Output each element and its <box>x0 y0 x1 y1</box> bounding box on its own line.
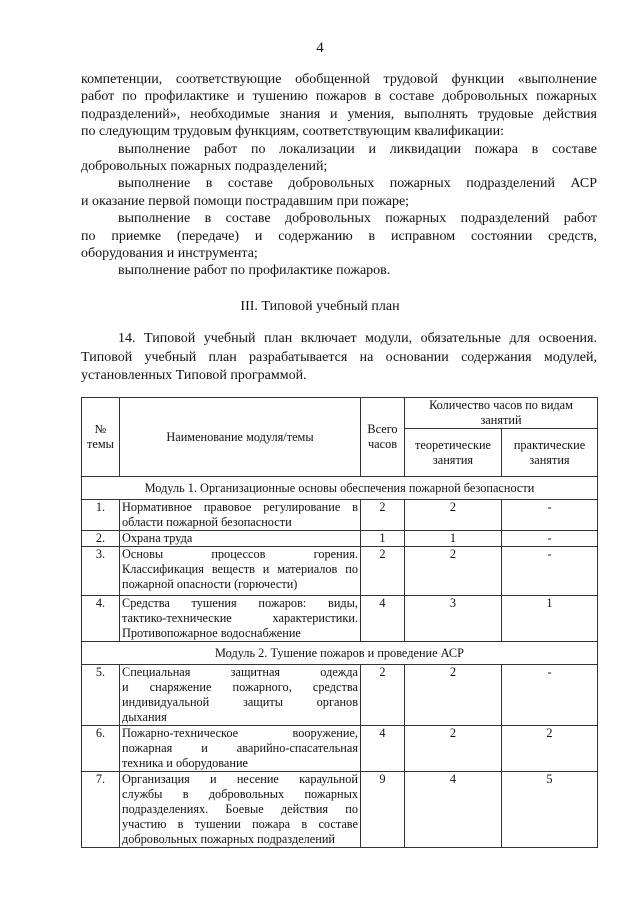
table-row <box>82 665 598 726</box>
theory-hours: 2 <box>405 547 502 596</box>
topic-name: Организация и несение караульной службы в добровольных пожарных подразделениях. Боевые действия по участию в тушении пожара в составе добровольных пожарных подразделений <box>120 772 361 848</box>
theory-hours: 3 <box>405 596 502 642</box>
table-row <box>82 547 598 596</box>
topic-number: 6. <box>82 726 120 772</box>
topic-name: Специальная защитная одежда и снаряжение пожарного, средства индивидуальной защиты органов дыхания <box>120 665 361 726</box>
header-name: Наименование модуля/темы <box>120 398 361 477</box>
theory-hours: 4 <box>405 772 502 848</box>
practice-hours: - <box>502 665 598 726</box>
header-total: Всего часов <box>361 398 405 477</box>
text-line: компетенции, соответствующие обобщенной трудовой функции «выполнение <box>81 72 597 87</box>
topic-name: Охрана труда <box>120 531 361 547</box>
text-line: по следующим трудовым функциям, соответствующим квалификации: <box>81 124 504 140</box>
topic-number: 2. <box>82 531 120 547</box>
text-line: работ по профилактике и тушению пожаров в составе добровольных пожарных <box>81 89 597 105</box>
page-number: 4 <box>316 40 324 56</box>
header-theory: теоретические занятия <box>405 429 502 477</box>
total-hours: 1 <box>361 531 405 547</box>
header-practice: практические занятия <box>502 429 598 477</box>
section-heading: III. Типовой учебный план <box>240 299 400 314</box>
paragraph-14 <box>81 330 597 386</box>
total-hours: 2 <box>361 547 405 596</box>
practice-hours: 5 <box>502 772 598 848</box>
total-hours: 2 <box>361 665 405 726</box>
topic-number: 1. <box>82 500 120 531</box>
text-line: установленных Типовой программой. <box>81 368 307 383</box>
text-line: по приемке (передаче) и содержанию в исправном состоянии средств, <box>81 228 597 244</box>
text-line: добровольных пожарных подразделений; <box>81 159 328 175</box>
practice-hours: - <box>502 547 598 596</box>
practice-hours: - <box>502 500 598 531</box>
text-line: 14. Типовой учебный план включает модули, обязательные для освоения. <box>118 331 597 346</box>
module-title: Модуль 1. Организационные основы обеспечения пожарной безопасности <box>82 477 598 500</box>
intro-text <box>81 71 597 280</box>
module-row <box>82 477 598 500</box>
practice-hours: 1 <box>502 596 598 642</box>
table-row <box>82 596 598 642</box>
total-hours: 4 <box>361 596 405 642</box>
practice-hours: 2 <box>502 726 598 772</box>
table-row <box>82 772 598 848</box>
curriculum-table <box>81 397 598 848</box>
total-hours: 9 <box>361 772 405 848</box>
topic-name: Пожарно-техническое вооружение, пожарная и аварийно-спасательная техника и оборудование <box>120 726 361 772</box>
module-row <box>82 642 598 665</box>
topic-number: 4. <box>82 596 120 642</box>
text-line: выполнение работ по локализации и ликвидации пожара в составе <box>118 141 597 157</box>
text-line: выполнение работ по профилактике пожаров. <box>118 263 391 279</box>
text-line: и оказание первой помощи пострадавшим при пожаре; <box>81 193 410 209</box>
text-line: выполнение в составе добровольных пожарных подразделений АСР <box>118 176 597 192</box>
topic-name: Основы процессов горения. Классификация веществ и материалов по пожарной опасности (горючести) <box>120 547 361 596</box>
theory-hours: 2 <box>405 665 502 726</box>
table-row <box>82 531 598 547</box>
table-row <box>82 500 598 531</box>
theory-hours: 2 <box>405 726 502 772</box>
topic-name: Нормативное правовое регулирование в области пожарной безопасности <box>120 500 361 531</box>
header-num: № темы <box>82 398 120 477</box>
theory-hours: 2 <box>405 500 502 531</box>
text-line: выполнение в составе добровольных пожарных подразделений работ <box>118 211 597 227</box>
module-title: Модуль 2. Тушение пожаров и проведение АСР <box>82 642 598 665</box>
topic-number: 3. <box>82 547 120 596</box>
practice-hours: - <box>502 531 598 547</box>
topic-name: Средства тушения пожаров: виды, тактико-технические характеристики. Противопожарное водоснабжение <box>120 596 361 642</box>
text-line: подразделений», необходимые знания и умения, выполнять трудовые действия <box>81 106 597 122</box>
topic-number: 7. <box>82 772 120 848</box>
topic-number: 5. <box>82 665 120 726</box>
text-line: Типовой учебный план разрабатывается на основании содержания модулей, <box>81 349 597 365</box>
table-row <box>82 726 598 772</box>
header-hours-group: Количество часов по видам занятий <box>405 398 598 429</box>
total-hours: 4 <box>361 726 405 772</box>
text-line: оборудования и инструмента; <box>81 246 258 262</box>
theory-hours: 1 <box>405 531 502 547</box>
total-hours: 2 <box>361 500 405 531</box>
